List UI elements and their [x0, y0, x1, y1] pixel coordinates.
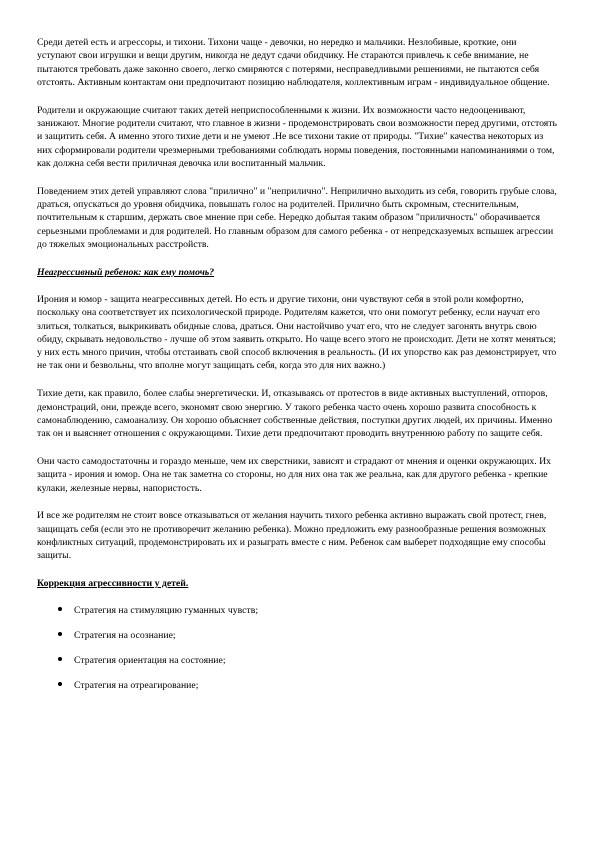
bullet-icon — [58, 657, 62, 661]
strategy-list — [37, 604, 557, 692]
paragraph-self-sufficient: Они часто самодостаточны и гораздо меньше, чем их сверстники, зависят и страдают от мнения и оценки окружающих. Их защита - ирония и юмор. Она не так заметна со стороны, но для них она так же реальна, как для другого ребенка - крепкие кулаки, железные нервы, напористость. — [37, 455, 552, 494]
list-item — [37, 679, 557, 692]
paragraph-weak-energy: Тихие дети, как правило, более слабы энергетически. И, отказываясь от протестов в виде активных выступлений, отпоров, демонстраций, они, прежде всего, экономят свою энергию. У такого ребенка часто очень хорошо развита способность к самонаблюдению, самоанализу. Он хорошо объясняет собственные действия, поступки других людей, их причины. Именно так он и выясняет отношения с окружающими. Тихие дети предпочитают проводить внутреннюю работу по защите себя. — [37, 388, 553, 440]
paragraph-parents-opinion: Родители и окружающие считают таких детей неприспособленными к жизни. Их возможности часто недооценивают, занижают. Многие родители считают, что главное в жизни - продемонстрировать свои возможности перед другими, отстоять и защитить себя. А именно этого тихие дети и не умеют .Не все тихони такие от природы. "Тихие" качества некоторых из них сформировали родители чрезмерными требованиями соблюдать нормы поведения, постоянными напоминаниями о том, как должна себя вести приличная девочка или воспитанный мальчик. — [37, 104, 557, 169]
section-heading-help-child: Неагрессивный ребенок: как ему помочь? — [37, 266, 215, 278]
paragraph-irony-humor: Ирония и юмор - защита неагрессивных детей. Но есть и другие тихони, они чувствуют себя в этой роли комфортно, поскольку она соответствует их психологической природе. Родителям кажется, что они помогут ребенку, если научат его злиться, толкаться, выкрикивать обидные слова, драться. Они настойчиво учат его, что не следует загонять внутрь свою обиду, скрывать недовольство - лучше об этом заявить открыто. Но чаще всего этого не происходит. Дети не хотят меняться; у них есть много причин, чтобы отстаивать свой способ включения в реальность. (И их упорство как раз демонстрирует, что не так они и безвольны, что вполне могут защищать себя, когда это для них важно.) — [37, 293, 557, 372]
paragraph-aggressors-and-quiet: Среди детей есть и агрессоры, и тихони. Тихони чаще - девочки, но нередко и мальчики. Незлобивые, кроткие, они уступают свои игрушки и вещи другим, никогда не дедут сдачи обидчику. Не стараются привлечь к себе внимание, не пытаются требовать даже законно своего, легко смиряются с потерями, несправедливыми решениями, не пытаются себя отстоять. Активным контактам они предпочитают позицию наблюдателя, коллективным играм - индивидуальное общение. — [37, 37, 550, 88]
bullet-icon — [58, 607, 62, 611]
bullet-icon — [58, 632, 62, 636]
list-item — [37, 604, 557, 617]
list-item — [37, 629, 557, 642]
list-item — [37, 654, 557, 667]
bullet-icon — [58, 682, 62, 686]
list-item-text: Стратегия ориентация на состояние; — [74, 654, 226, 666]
list-item-text: Стратегия на осознание; — [74, 630, 176, 642]
section-heading-correction: Коррекция агрессивности у детей. — [37, 578, 189, 589]
paragraph-parents-advice: И все же родителям не стоит вовсе отказываться от желания научить тихого ребенка активно выражать свой протест, гнев, защищать себя (если это не противоречит желанию ребенка). Можно предложить ему разнообразные решения возможных конфликтных ситуаций, продемонстрировать их и разыграть вместе с ним. Ребенок сам выберет подходящие ему способы защиты. — [37, 510, 547, 562]
paragraph-decency-words: Поведением этих детей управляют слова "прилично" и "неприлично". Неприлично выходить из себя, говорить грубые слова, драться, опускаться до уровня обидчика, повышать голос на родителей. Прилично быть скромным, стеснительным, почтительным к старшим, держать свое мнение при себе. Нередко добытая таким образом "приличность" оборачивается серьезными проблемами и для родителей. Но главным образом для самого ребенка - от непредсказуемых вспышек агрессии до тяжелых эмоциональных расстройств. — [37, 185, 557, 250]
list-item-text: Стратегия на отреагирование; — [74, 679, 199, 691]
list-item-text: Стратегия на стимуляцию гуманных чувств; — [74, 605, 259, 617]
